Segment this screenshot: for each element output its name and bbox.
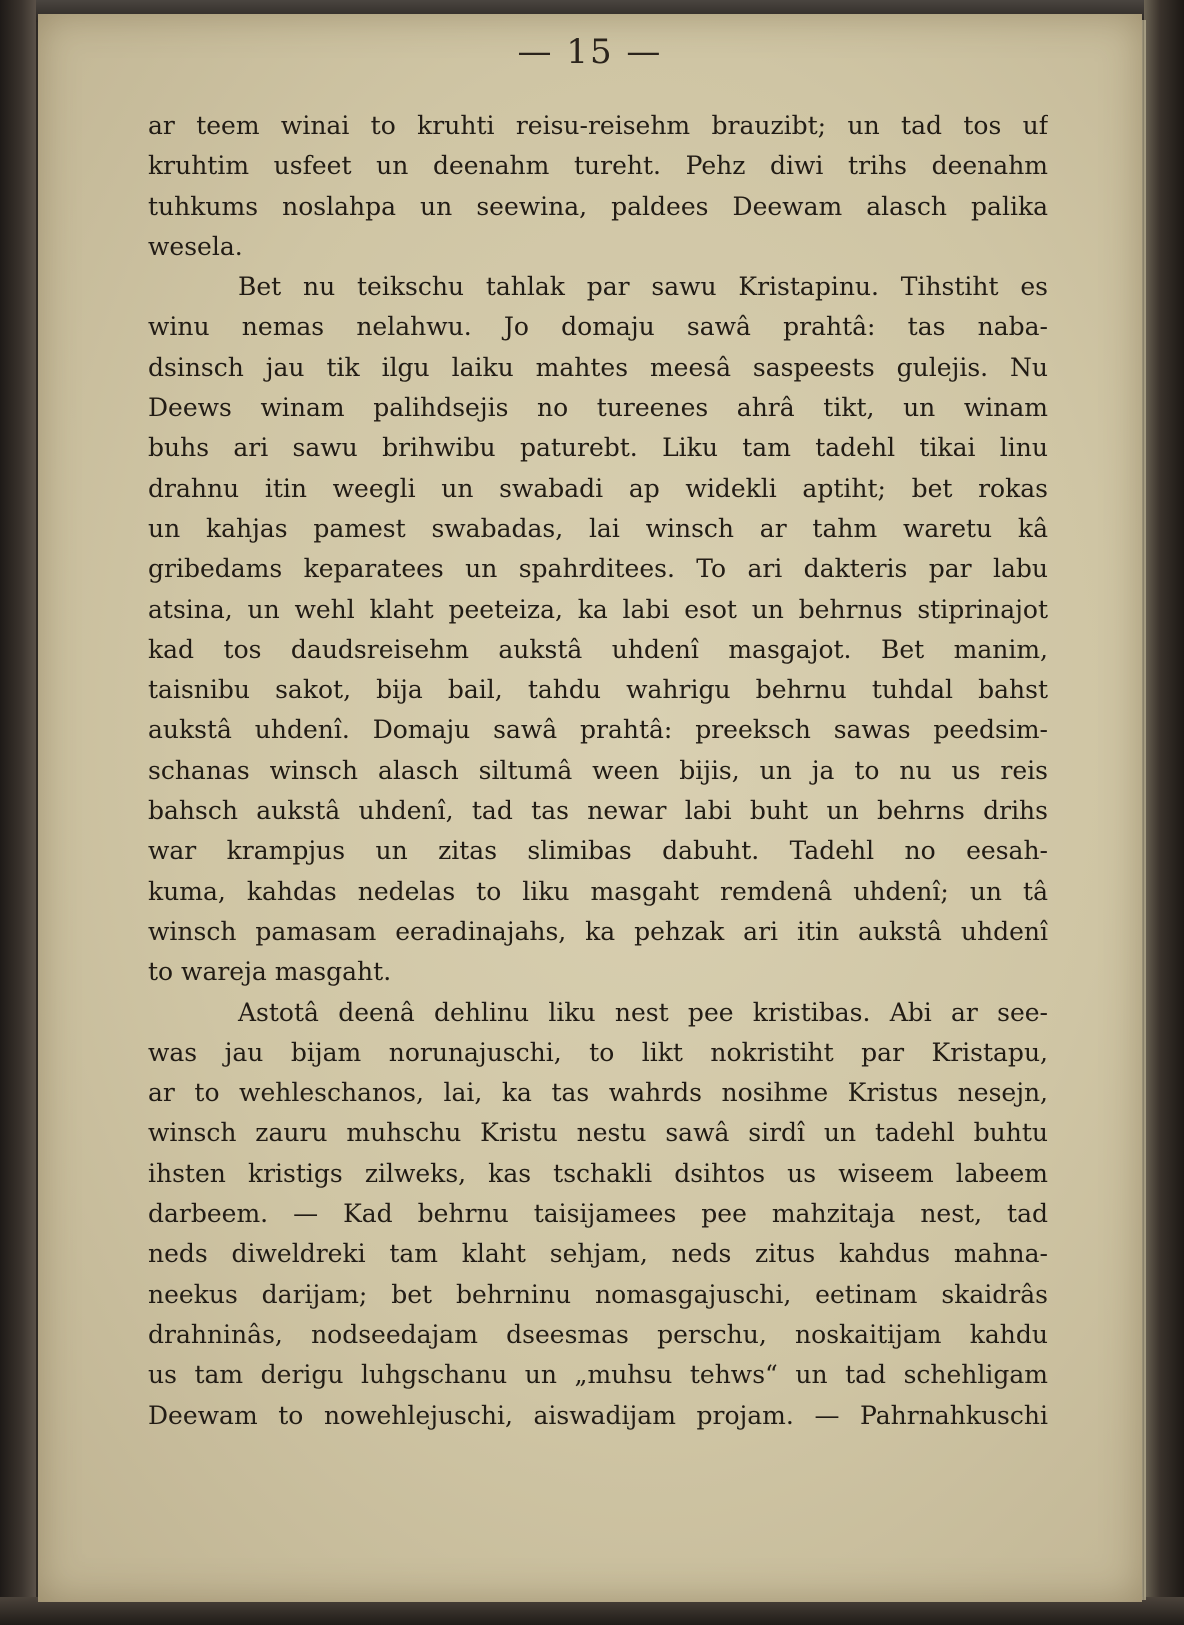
text-line: was jau bijam norunajuschi, to likt nokristiht par Kristapu, — [148, 1037, 1048, 1067]
text-line: drahninâs, nodseedajam dseesmas perschu, noskaitijam kahdu — [148, 1319, 1048, 1349]
text-line: winu nemas nelahwu. Jo domaju sawâ prahtâ: tas naba- — [148, 312, 1048, 342]
text-line: ihsten kristigs zilweks, kas tschakli dsihtos us wiseem labeem — [148, 1158, 1048, 1188]
text-line: ar teem winai to kruhti reisu-reisehm brauzibt; un tad tos uf — [148, 111, 1048, 140]
text-line: kuma, kahdas nedelas to liku masgaht remdenâ uhdenî; un tâ — [148, 876, 1048, 906]
text-line: neds diweldreki tam klaht sehjam, neds zitus kahdus mahna- — [148, 1239, 1048, 1269]
text-line: war krampjus un zitas slimibas dabuht. Tadehl no eesah- — [148, 836, 1048, 866]
text-line: us tam derigu luhgschanu un „muhsu tehws“ un tad schehligam — [148, 1360, 1048, 1390]
text-line: darbeem. — Kad behrnu taisijamees pee mahzitaja nest, tad — [148, 1199, 1048, 1229]
text-line: Deews winam palihdsejis no tureenes ahrâ tikt, un winam — [148, 393, 1048, 423]
text-line: gribedams keparatees un spahrditees. To ari dakteris par labu — [148, 554, 1048, 584]
text-line: drahnu itin weegli un swabadi ap widekli aptiht; bet rokas — [148, 473, 1048, 503]
text-line: kad tos daudsreisehm aukstâ uhdenî masgajot. Bet manim, — [148, 634, 1048, 664]
text-line: Deewam to nowehlejuschi, aiswadijam projam. — Pahrnahkuschi — [148, 1400, 1048, 1430]
book-spine-left — [0, 0, 36, 1625]
book-page — [38, 14, 1142, 1602]
text-line: un kahjas pamest swabadas, lai winsch ar tahm waretu kâ — [148, 513, 1048, 543]
text-line: schanas winsch alasch siltumâ ween bijis, un ja to nu us reis — [148, 755, 1048, 785]
text-line: to wareja masgaht. — [148, 957, 392, 987]
text-line: kruhtim usfeet un deenahm tureht. Pehz diwi trihs deenahm — [148, 151, 1048, 181]
text-line: winsch pamasam eeradinajahs, ka pehzak ari itin aukstâ uhdenî — [148, 916, 1048, 946]
book-cover-right — [1144, 0, 1184, 1625]
body-text — [148, 106, 1048, 1436]
text-line: Astotâ deenâ dehlinu liku nest pee kristibas. Abi ar see- — [238, 997, 1048, 1027]
text-line: buhs ari sawu brihwibu paturebt. Liku tam tadehl tikai linu — [148, 433, 1048, 463]
text-line: Bet nu teikschu tahlak par sawu Kristapinu. Tihstiht es — [238, 272, 1048, 302]
text-line: neekus darijam; bet behrninu nomasgajuschi, eetinam skaidrâs — [148, 1279, 1048, 1309]
text-line: wesela. — [148, 231, 243, 261]
text-line: aukstâ uhdenî. Domaju sawâ prahtâ: preeksch sawas peedsim- — [148, 715, 1048, 745]
text-line: tuhkums noslahpa un seewina, paldees Deewam alasch palika — [148, 191, 1048, 221]
page-number: — 15 — — [517, 32, 663, 72]
text-line: atsina, un wehl klaht peeteiza, ka labi esot un behrnus stiprinajot — [148, 594, 1048, 624]
text-line: ar to wehleschanos, lai, ka tas wahrds nosihme Kristus nesejn, — [148, 1078, 1048, 1108]
text-line: dsinsch jau tik ilgu laiku mahtes meesâ saspeests gulejis. Nu — [148, 352, 1048, 382]
text-line: taisnibu sakot, bija bail, tahdu wahrigu behrnu tuhdal bahst — [148, 675, 1048, 705]
text-line: winsch zauru muhschu Kristu nestu sawâ sirdî un tadehl buhtu — [148, 1118, 1048, 1148]
text-line: bahsch aukstâ uhdenî, tad tas newar labi buht un behrns drihs — [148, 796, 1048, 826]
